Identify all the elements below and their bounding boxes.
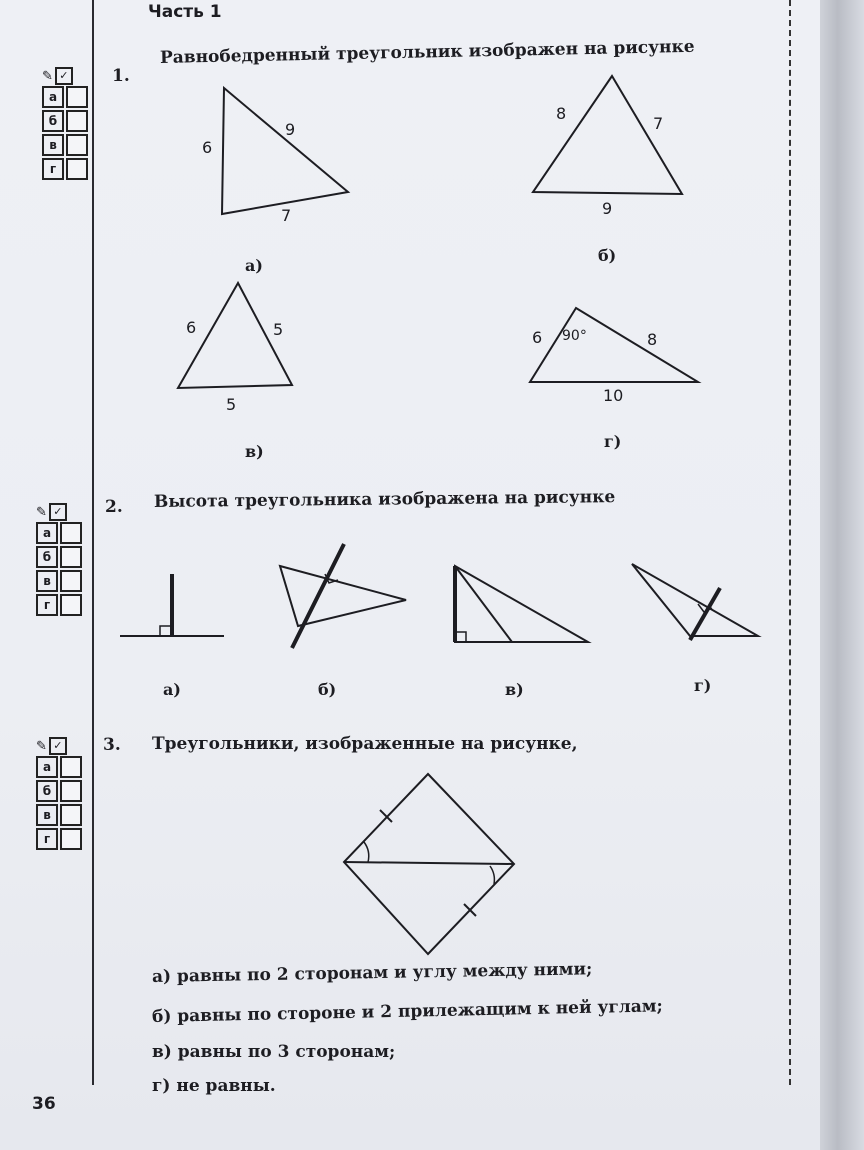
question-text: Высота треугольника изображена на рисунке: [153, 487, 616, 512]
angle-label: 90°: [562, 328, 587, 344]
answer-option-g: г) не равны.: [152, 1076, 276, 1096]
side-label: 8: [556, 104, 567, 123]
question-text: Равнобедренный треугольник изображен на рисунке: [159, 36, 695, 68]
answer-letter: б: [36, 780, 58, 802]
side-label: 5: [273, 320, 284, 339]
question-number: 2.: [105, 497, 123, 517]
answer-letter: а: [36, 756, 58, 778]
side-label: 8: [647, 330, 658, 349]
question-text: Треугольники, изображенные на рисунке,: [152, 734, 578, 754]
side-label: 10: [603, 386, 624, 405]
figure-label: в): [245, 442, 264, 461]
figure-label: а): [245, 256, 263, 275]
figure-label: в): [505, 680, 524, 699]
checkbox-icon: ✓: [55, 67, 73, 85]
side-label: 6: [532, 328, 543, 347]
pencil-icon: ✎: [36, 738, 47, 754]
answer-option-v: в) равны по 3 сторонам;: [152, 1042, 396, 1062]
side-label: 9: [285, 120, 296, 139]
checkbox-icon: ✓: [49, 737, 67, 755]
answer-option-a: а) равны по 2 сторонам и углу между ними;: [151, 959, 593, 987]
question-number: 1.: [112, 66, 130, 86]
answer-letter: б: [36, 546, 58, 568]
answer-letter: г: [36, 828, 58, 850]
answer-letter: а: [36, 522, 58, 544]
figure-label: б): [318, 680, 337, 699]
answer-letter: г: [42, 158, 64, 180]
pencil-icon: ✎: [36, 504, 47, 520]
side-label: 6: [186, 318, 197, 337]
figure-label: б): [598, 246, 617, 265]
answer-letter: г: [36, 594, 58, 616]
pencil-icon: ✎: [42, 68, 53, 84]
figure-label: г): [604, 432, 622, 451]
answer-letter: а: [42, 86, 64, 108]
checkbox-icon: ✓: [49, 503, 67, 521]
part-title: Часть 1: [148, 2, 222, 22]
page-number: 36: [32, 1094, 56, 1114]
answer-option-b: б) равны по стороне и 2 прилежащим к ней углам;: [151, 996, 664, 1027]
question-number: 3.: [103, 735, 121, 755]
side-label: 9: [602, 199, 613, 218]
answer-letter: в: [36, 804, 58, 826]
answer-letter: в: [42, 134, 64, 156]
answer-letter: б: [42, 110, 64, 132]
side-label: 7: [653, 114, 664, 133]
answer-letter: в: [36, 570, 58, 592]
side-label: 5: [226, 395, 237, 414]
side-label: 6: [202, 138, 213, 157]
side-label: 7: [281, 206, 292, 225]
figure-label: г): [694, 676, 712, 695]
figure-label: а): [163, 680, 181, 699]
